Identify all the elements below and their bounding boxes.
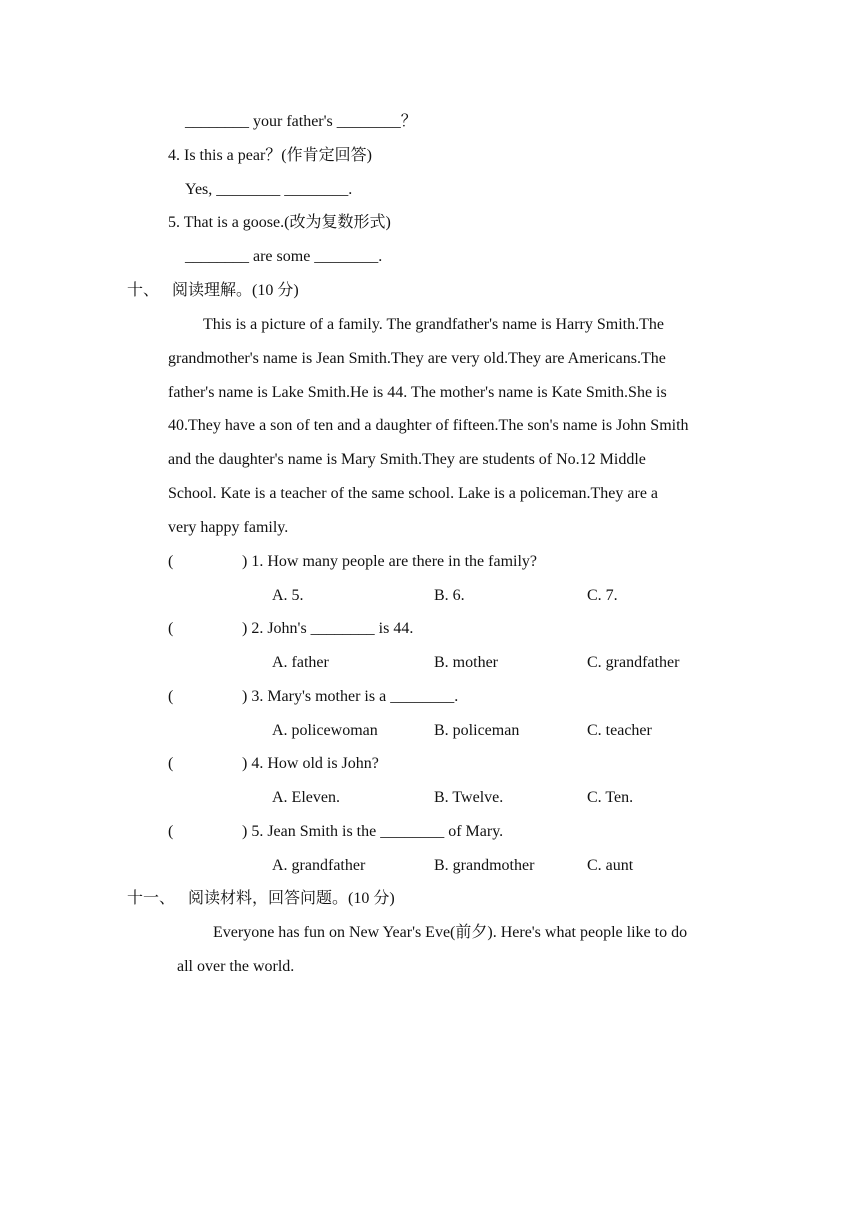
q5-answer-line: ________ are some ________. xyxy=(185,248,383,265)
q5-option-b: B. grandmother xyxy=(434,857,535,874)
q5-paren-open: ( xyxy=(168,823,174,840)
passage10-line-3: father's name is Lake Smith.He is 44. The mother's name is Kate Smith.She is xyxy=(168,384,667,401)
section10-heading: 阅读理解。(10 分) xyxy=(172,282,299,299)
q4-prompt: 4. Is this a pear？(作肯定回答) xyxy=(168,147,372,164)
q3-option-b: B. policeman xyxy=(434,722,520,739)
section11-heading: 阅读材料，回答问题。(10 分) xyxy=(188,890,395,907)
q5-option-c: C. aunt xyxy=(587,857,634,874)
q4-option-a: A. Eleven. xyxy=(272,789,340,806)
passage10-line-1: This is a picture of a family. The grandfather's name is Harry Smith.The xyxy=(203,316,664,333)
q4-option-c: C. Ten. xyxy=(587,789,634,806)
q1-option-a: A. 5. xyxy=(272,587,304,604)
q5-text: ) 5. Jean Smith is the ________ of Mary. xyxy=(242,823,504,840)
q4-paren-open: ( xyxy=(168,755,174,772)
q2-option-c: C. grandfather xyxy=(587,654,680,671)
q3-option-c: C. teacher xyxy=(587,722,652,739)
q5-prompt: 5. That is a goose.(改为复数形式) xyxy=(168,214,391,231)
q4-option-b: B. Twelve. xyxy=(434,789,504,806)
q3-option-a: A. policewoman xyxy=(272,722,378,739)
passage11-line-2: all over the world. xyxy=(177,958,295,975)
passage10-line-5: and the daughter's name is Mary Smith.They are students of No.12 Middle xyxy=(168,451,646,468)
q2-option-b: B. mother xyxy=(434,654,498,671)
q2-option-a: A. father xyxy=(272,654,329,671)
passage10-line-2: grandmother's name is Jean Smith.They are very old.They are Americans.The xyxy=(168,350,666,367)
q2-text: ) 2. John's ________ is 44. xyxy=(242,620,414,637)
q3-text: ) 3. Mary's mother is a ________. xyxy=(242,688,459,705)
q1-paren-open: ( xyxy=(168,553,174,570)
q1-option-b: B. 6. xyxy=(434,587,465,604)
passage10-line-6: School. Kate is a teacher of the same school. Lake is a policeman.They are a xyxy=(168,485,659,502)
q5-option-a: A. grandfather xyxy=(272,857,366,874)
q4-text: ) 4. How old is John? xyxy=(242,755,379,772)
passage10-line-7: very happy family. xyxy=(168,519,289,536)
q3-paren-open: ( xyxy=(168,688,174,705)
q2-paren-open: ( xyxy=(168,620,174,637)
passage11-line-1: Everyone has fun on New Year's Eve(前夕). Here's what people like to do xyxy=(213,924,688,941)
q3-answer-line: ________ your father's ________？ xyxy=(185,113,417,130)
q1-text: ) 1. How many people are there in the family? xyxy=(242,553,537,570)
passage10-line-4: 40.They have a son of ten and a daughter of fifteen.The son's name is John Smith xyxy=(168,417,689,434)
section11-number: 十一、 xyxy=(127,890,176,907)
q4-answer-line: Yes, ________ ________. xyxy=(185,181,353,198)
section10-number: 十、 xyxy=(127,282,160,299)
q1-option-c: C. 7. xyxy=(587,587,618,604)
